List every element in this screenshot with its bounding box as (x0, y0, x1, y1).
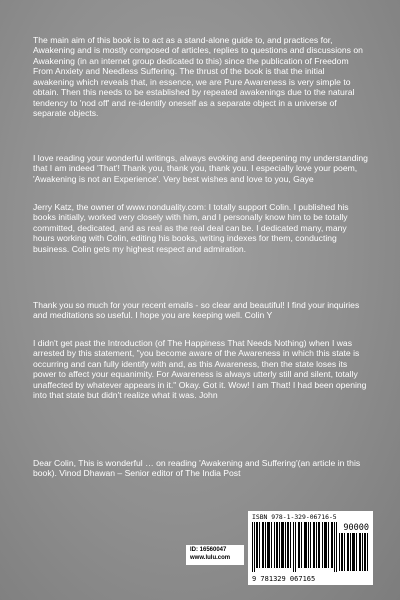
isbn-number: ISBN 978-1-329-06716-5 (252, 513, 337, 521)
publisher-id: ID: 16560047 (190, 547, 227, 553)
testimonial-john: I didn't get past the Introduction (of The Happiness That Needs Nothing) when I was arrested by this statement, "you become aware of the Awareness in which this state is occurring and can fully identify with and, as this Awareness, then the state loses its power to affect your equanimity. For Awareness is always utterly still and silent, totally unaffected by whatever appears in it." Okay. Got it. Wow! I am That! I had been opening into that state but didn't realize what it was. John (33, 338, 367, 401)
barcode-bars-icon (252, 522, 338, 572)
barcode-digits: 9 781329 067165 (252, 575, 316, 583)
testimonial-jerry-katz: Jerry Katz, the owner of www.nonduality.com: I totally support Colin. I published his books initially, worked very closely with him, and I personally know him to be totally committed, dedicated, and as real as the real deal can be. I dedicated many, many hours working with Colin, editing his books, writing indexes for them, conducting business. Colin gets my highest respect and admiration. (33, 202, 349, 254)
publisher-label (186, 545, 244, 565)
testimonial-gaye: I love reading your wonderful writings, always evoking and deepening my understanding that I am indeed 'That'! Thank you, thank you, thank you. I especially love your poem, 'Awakening is not an Experience'. Very best wishes and love to you, Gaye (33, 153, 368, 184)
blurb-paragraph-intro: The main aim of this book is to act as a stand-alone guide to, and practices for, Awakening and is mostly composed of articles, replies to questions and discussions on Awakening (in an internet group dedicated to this) since the publication of Freedom From Anxiety and Needless Suffering. The thrust of the book is that the initial awakening which reveals that, in essence, we are Pure Awareness is very simple to obtain. Then this needs to be established by repeated awakenings due to the natural tendency to 'nod off' and re-identify oneself as a separate object in a universe of separate objects. (33, 35, 363, 119)
price-code: 90000 (343, 523, 369, 533)
isbn-barcode (248, 511, 373, 585)
publisher-url: www.lulu.com (190, 555, 231, 561)
price-barcode-icon (339, 533, 369, 571)
testimonial-colin-y: Thank you so much for your recent emails - so clear and beautiful! I find your inquiries and meditations so useful. I hope you are keeping well. Colin Y (33, 300, 360, 321)
testimonial-vinod-dhawan: Dear Colin, This is wonderful … on reading 'Awakening and Suffering'(an article in this book). Vinod Dhawan – Senior editor of The India Post (33, 458, 361, 479)
